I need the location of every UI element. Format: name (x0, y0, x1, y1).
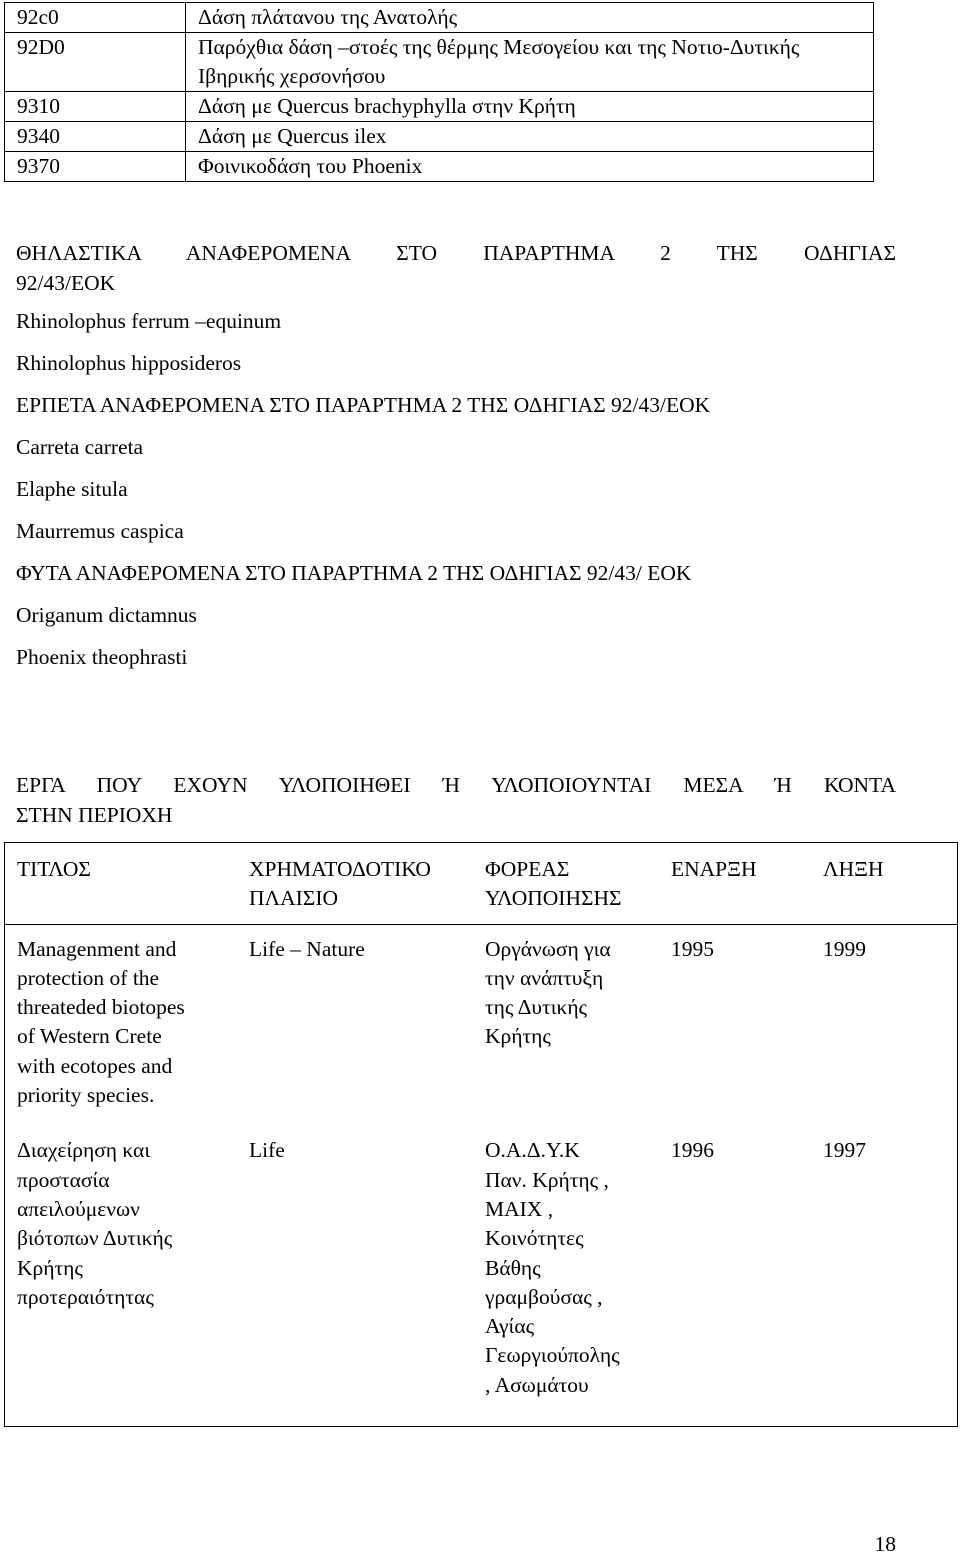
column-header-end: ΛΗΞΗ (811, 843, 958, 925)
species-item: Origanum dictamnus (16, 603, 197, 627)
habitat-name: Φοινικοδάση του Phoenix (186, 152, 874, 182)
projects-heading-line2: ΣΤΗΝ ΠΕΡΙΟΧΗ (16, 803, 173, 827)
species-item: Phoenix theophrasti (16, 645, 188, 669)
habitat-code: 92D0 (5, 33, 186, 92)
project-agency: Ο.Α.Δ.Υ.Κ Παν. Κρήτης , ΜΑΙΧ , Κοινότητες Βάθης γραμβούσας , Αγίας Γεωργιούπολης , Ασωμάτου (485, 1138, 620, 1397)
species-item: Rhinolophus ferrum –equinum (16, 309, 282, 333)
projects-heading-line1: ΕΡΓΑ ΠΟΥ ΕΧΟΥΝ ΥΛΟΠΟΙΗΘΕΙ Ή ΥΛΟΠΟΙΟΥΝΤΑΙ ΜΕΣΑ Ή ΚΟΝΤΑ (16, 773, 896, 797)
projects-heading (16, 770, 896, 830)
column-header-framework: ΧΡΗΜΑΤΟΔΟΤΙΚΟ ΠΛΑΙΣΙΟ (237, 843, 473, 925)
table-row (5, 1136, 958, 1426)
project-title: Managenment and protection of the threateded biotopes of Western Crete with ecotopes and priority species. (17, 936, 185, 1108)
habitat-name: Δάση με Quercus ilex (186, 122, 874, 152)
table-row (5, 122, 874, 152)
habitat-table (4, 2, 874, 182)
project-framework: Life – Nature (249, 936, 365, 961)
column-header-title: ΤΙΤΛΟΣ (5, 843, 238, 925)
table-header-row (5, 843, 958, 925)
project-end: 1997 (823, 1138, 866, 1163)
reptiles-heading: ΕΡΠΕΤΑ ΑΝΑΦΕΡΟΜΕΝΑ ΣΤΟ ΠΑΡΑΡΤΗΜΑ 2 ΤΗΣ ΟΔΗΓΙΑΣ 92/43/ΕΟΚ (16, 393, 711, 417)
projects-table (4, 842, 958, 1427)
table-row (5, 924, 958, 1136)
table-row (5, 92, 874, 122)
project-start: 1995 (671, 936, 714, 961)
project-start: 1996 (671, 1138, 714, 1163)
habitat-code: 9370 (5, 152, 186, 182)
species-item: Carreta carreta (16, 435, 144, 459)
mammals-heading-cont: 92/43/ΕΟΚ (16, 271, 116, 295)
species-item: Rhinolophus hipposideros (16, 351, 242, 375)
project-end: 1999 (823, 936, 866, 961)
project-agency: Οργάνωση για την ανάπτυξη της Δυτικής Κρήτης (485, 936, 611, 1049)
habitat-name: Δάση πλάτανου της Ανατολής (186, 3, 874, 33)
mammals-heading: ΘΗΛΑΣΤΙΚΑ ΑΝΑΦΕΡΟΜΕΝΑ ΣΤΟ ΠΑΡΑΡΤΗΜΑ 2 ΤΗΣ ΟΔΗΓΙΑΣ (16, 241, 896, 265)
habitat-code: 9340 (5, 122, 186, 152)
plants-heading: ΦΥΤΑ ΑΝΑΦΕΡΟΜΕΝΑ ΣΤΟ ΠΑΡΑΡΤΗΜΑ 2 ΤΗΣ ΟΔΗΓΙΑΣ 92/43/ ΕΟΚ (16, 561, 692, 585)
habitat-name: Παρόχθια δάση –στοές της θέρμης Μεσογείου και της Νοτιο-Δυτικής Ιβηρικής χερσονήσου (186, 33, 874, 92)
project-title: Διαχείρηση και προστασία απειλούμενων βιότοπων Δυτικής Κρήτης προτεραιότητας (17, 1138, 173, 1309)
page-number: 18 (874, 1532, 896, 1556)
species-item: Maurremus caspica (16, 519, 184, 543)
habitat-name: Δάση με Quercus brachyphylla στην Κρήτη (186, 92, 874, 122)
habitat-code: 92c0 (5, 3, 186, 33)
species-item: Elaphe situla (16, 477, 128, 501)
table-row (5, 33, 874, 92)
table-row (5, 3, 874, 33)
column-header-agency: ΦΟΡΕΑΣ ΥΛΟΠΟΙΗΣΗΣ (473, 843, 659, 925)
species-section (16, 238, 896, 678)
habitat-code: 9310 (5, 92, 186, 122)
project-framework: Life (249, 1138, 285, 1163)
column-header-start: ΕΝΑΡΞΗ (659, 843, 811, 925)
table-row (5, 152, 874, 182)
